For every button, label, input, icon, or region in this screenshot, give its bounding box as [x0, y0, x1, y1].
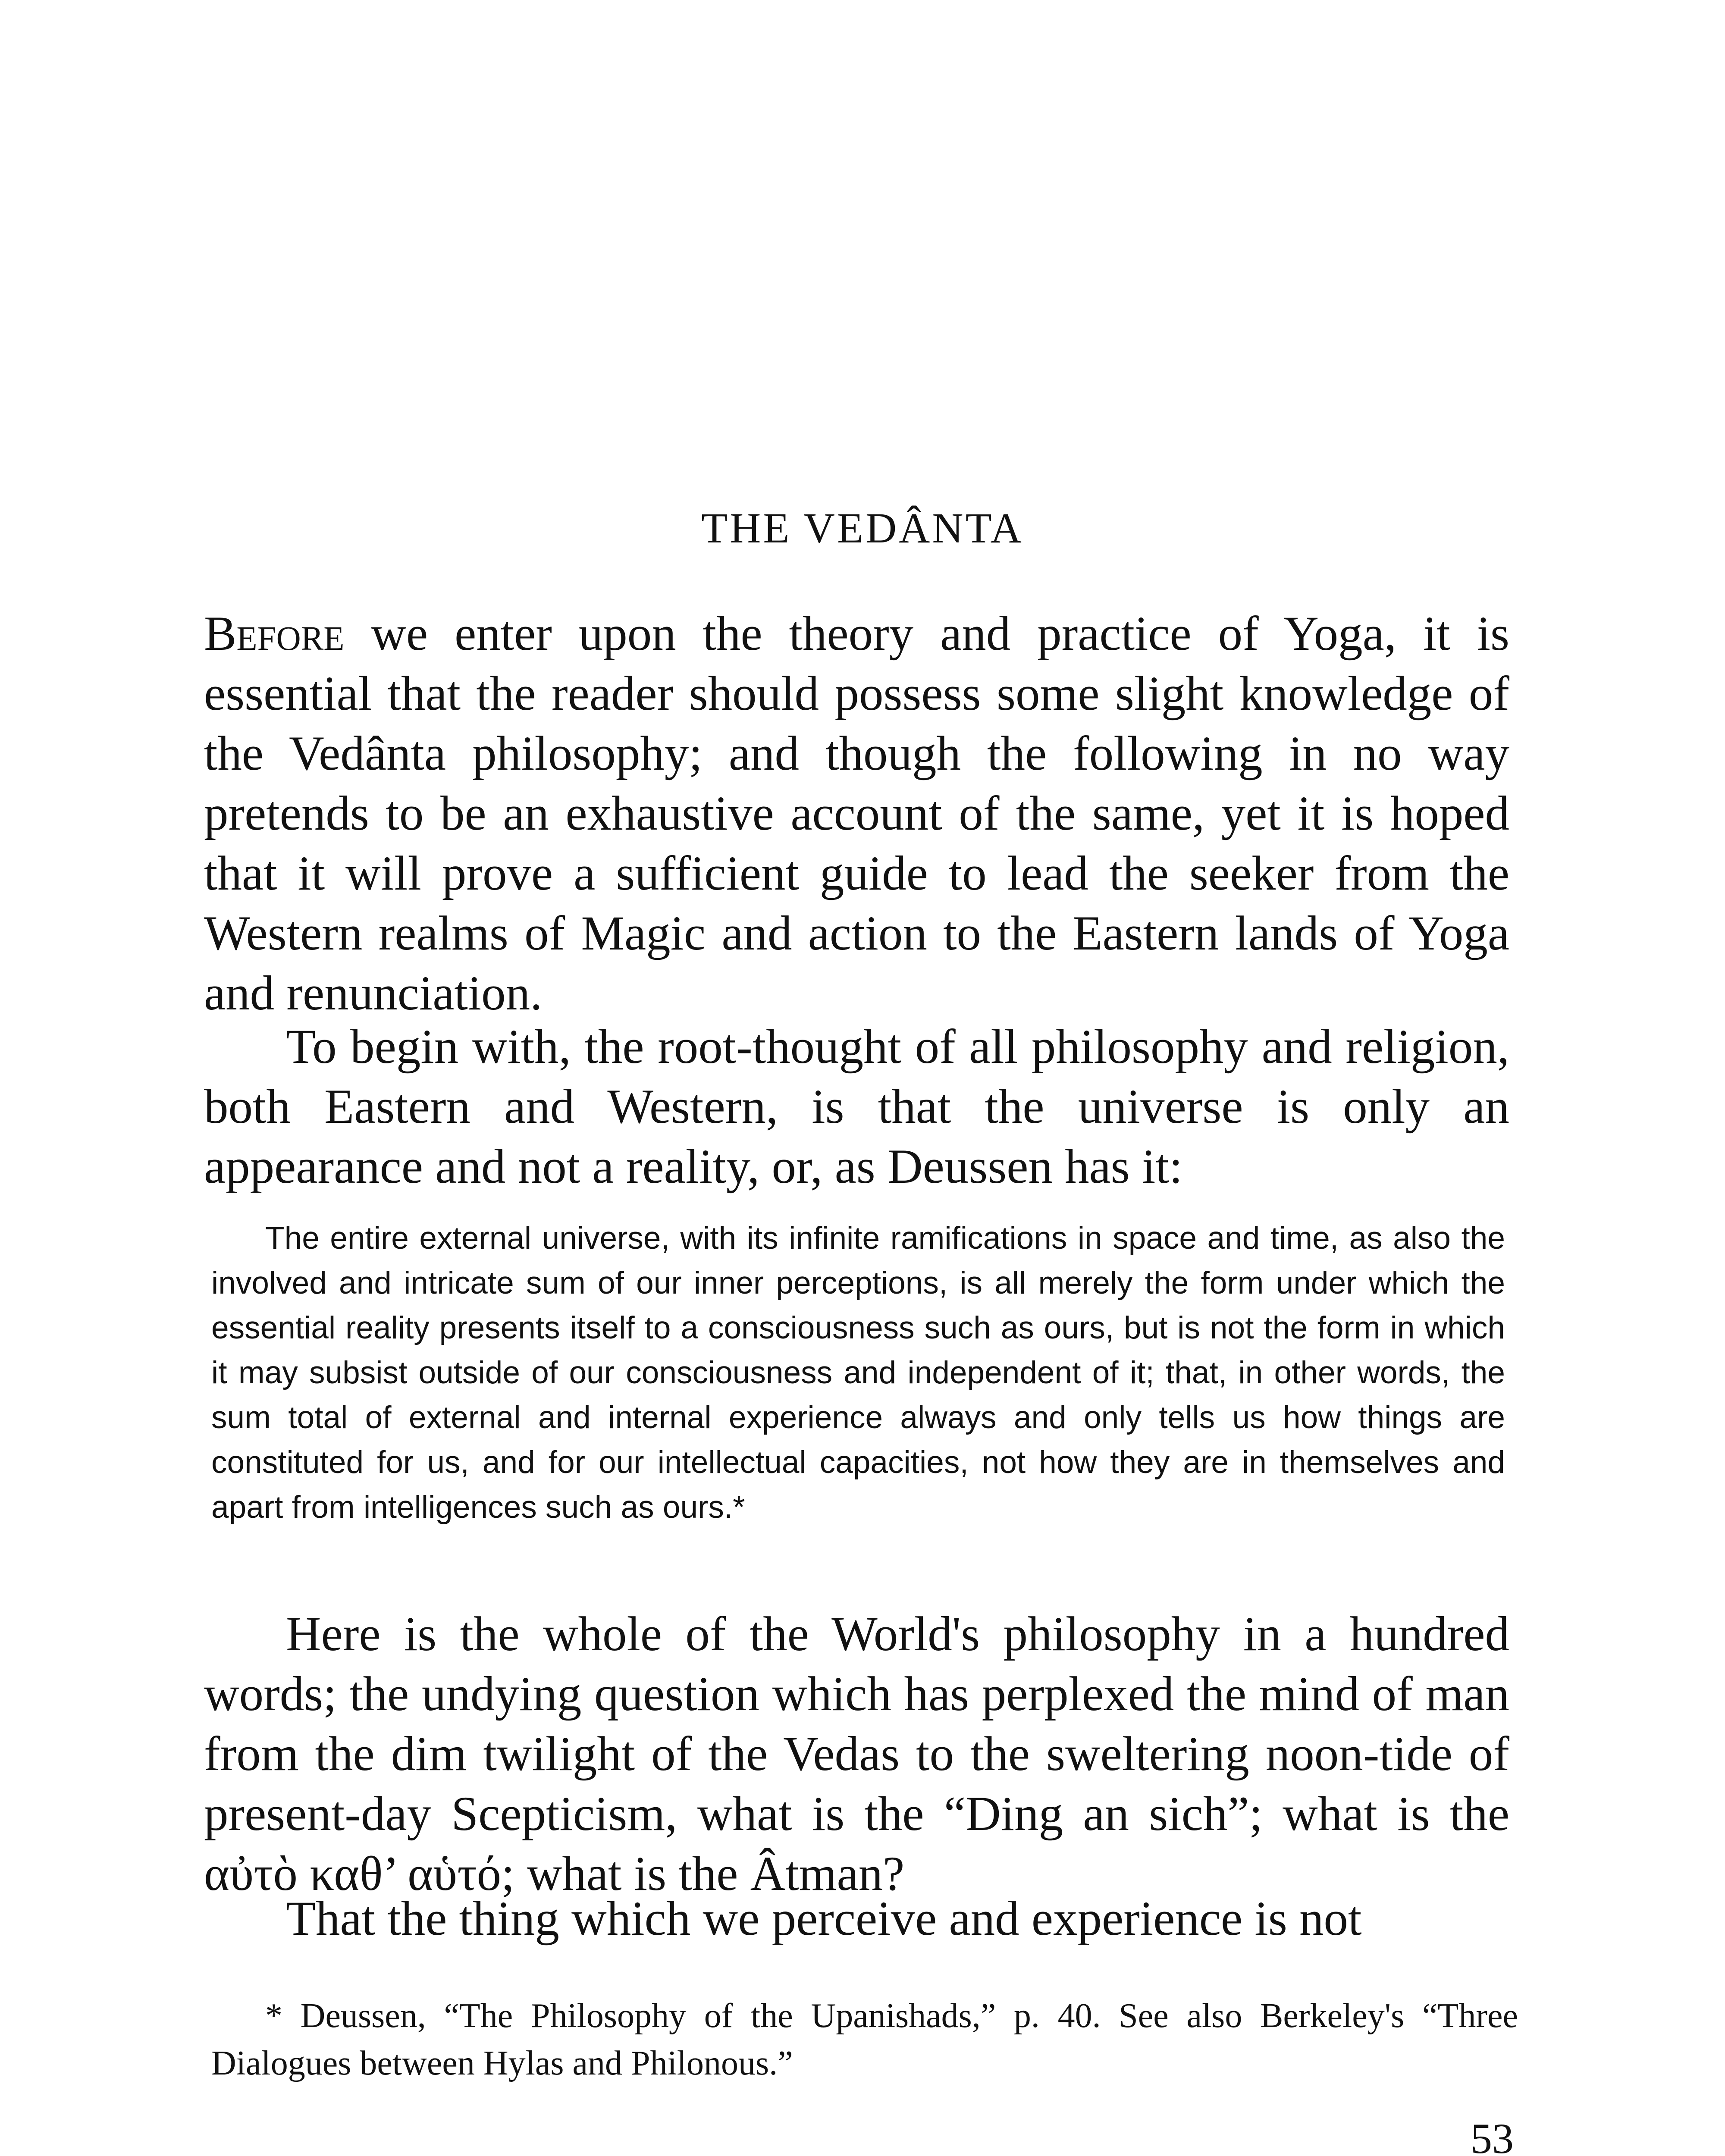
paragraph-world-philosophy [204, 1604, 1509, 1904]
page-number: 53 [1471, 2115, 1514, 2156]
paragraph-intro [204, 604, 1509, 1023]
small-caps-lead: Before [204, 607, 345, 661]
paragraph-world-philosophy-text: Here is the whole of the World's philosophy in a hundred words; the undying question which has perplexed the mind of man from the dim twilight of the Vedas to the sweltering noon-tide of present-day Scepticism, what is the “Ding an sich”; what is the αὐτὸ καθ’ αὑτό; what is the Âtman? [204, 1607, 1509, 1901]
block-quote-deussen [211, 1216, 1505, 1530]
paragraph-perceive [204, 1889, 1509, 1949]
footnote [211, 1992, 1518, 2087]
block-quote-text: The entire external universe, with its infinite ramifications in space and time, as also the involved and intricate sum of our inner perceptions, is all merely the form under which the essential reality presents itself to a consciousness such as ours, but is not the form in which it may subsist outside of our consciousness and independent of it; that, in other words, the sum total of external and internal experience always and only tells us how things are constituted for us, and for our intellectual capacities, not how they are in themselves and apart from intelligences such as ours.* [211, 1221, 1505, 1525]
footnote-text: * Deussen, “The Philosophy of the Upanishads,” p. 40. See also Berkeley's “Three Dialogues between Hylas and Philonous.” [211, 1997, 1518, 2082]
paragraph-root-thought-text: To begin with, the root-thought of all philosophy and religion, both Eastern and Western, is that the universe is only an appearance and not a reality, or, as Deussen has it: [204, 1020, 1509, 1194]
paragraph-perceive-text: That the thing which we perceive and experience is not [286, 1892, 1362, 1946]
paragraph-root-thought [204, 1017, 1509, 1197]
paragraph-intro-text: we enter upon the theory and practice of Yoga, it is essential that the reader should possess some slight knowledge of the Vedânta philosophy; and though the following in no way pretends to be an exhaustive account of the same, yet it is hoped that it will prove a sufficient guide to lead the seeker from the Western realms of Magic and action to the Eastern lands of Yoga and renunciation. [204, 607, 1509, 1020]
page-title: THE VEDÂNTA [701, 504, 1024, 552]
